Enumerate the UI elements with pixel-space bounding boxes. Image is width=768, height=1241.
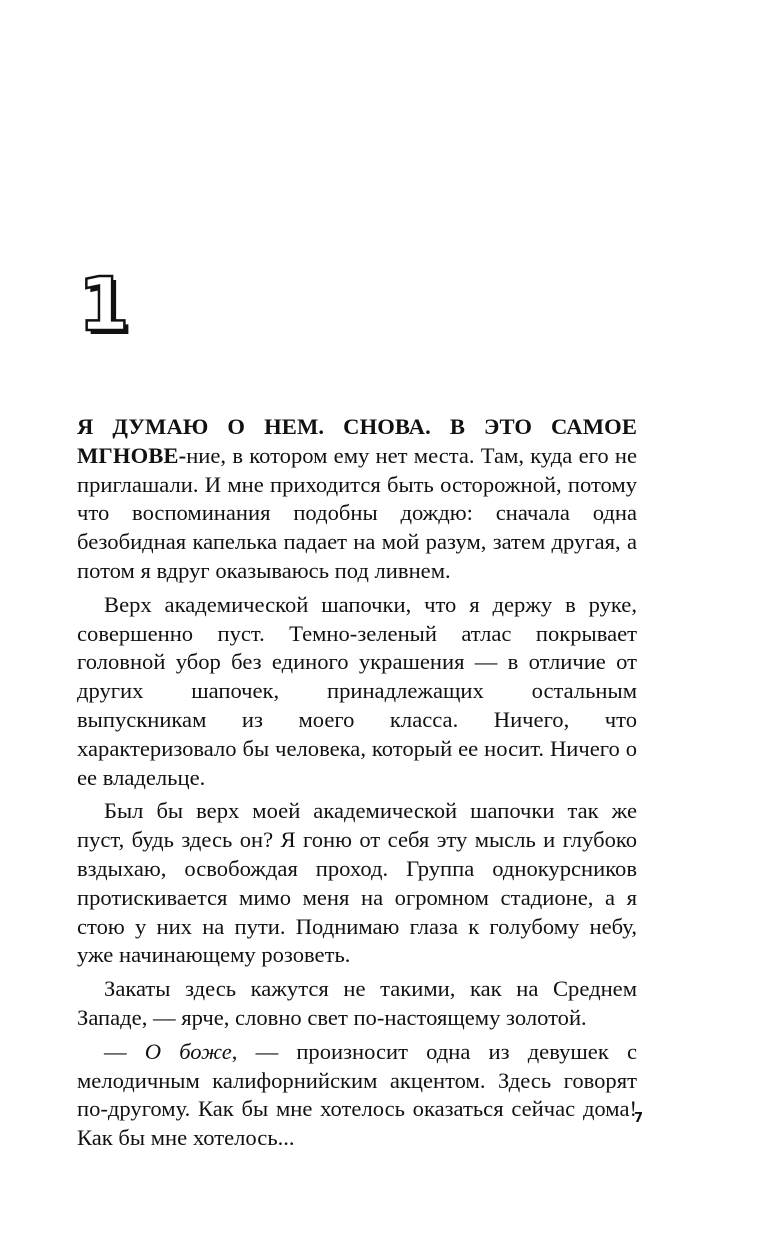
chapter-number: 1 <box>78 262 130 348</box>
dialogue-dash: — <box>104 1038 145 1064</box>
lead-in: Я ДУМАЮ О НЕМ. СНОВА. В ЭТО САМОЕ МГНОВЕ- <box>77 414 637 468</box>
paragraph-text: ние, в котором ему нет места. Там, куда его не приглашали. И мне приходится быть осторожной, потому что воспоминания подобны дождю: сначала одна безобидная капелька падает на мой разум, затем другая, а потом я вдруг оказываюсь под ливнем. <box>77 442 637 583</box>
italic-phrase: О боже <box>144 1038 232 1064</box>
paragraph-text: , — произносит одна из девушек с мелодичным калифорнийским акцентом. Здесь говорят по-другому. Как бы мне хотелось оказаться сейчас дома! Как бы мне хотелось... <box>77 1038 637 1151</box>
body-text <box>77 413 637 1158</box>
paragraph: Верх академической шапочки, что я держу в руке, совершенно пуст. Темно-зеленый атлас покрывает головной убор без единого украшения — в отличие от других шапочек, принадлежащих остальным выпускникам из моего класса. Ничего, что характеризовало бы человека, который ее носит. Ничего о ее владельце. <box>77 591 637 790</box>
paragraph <box>77 413 637 586</box>
paragraph: Закаты здесь кажутся не такими, как на Среднем Западе, — ярче, словно свет по-настоящему золотой. <box>77 976 637 1030</box>
page-number: 7 <box>633 1111 643 1126</box>
paragraph <box>77 1038 637 1153</box>
paragraph: Был бы верх моей академической шапочки так же пуст, будь здесь он? Я гоню от себя эту мысль и глубоко вздыхаю, освобождая проход. Группа однокурсников протискивается мимо меня на огромном стадионе, а я стою у них на пути. Поднимаю глаза к голубому небу, уже начинающему розоветь. <box>77 798 637 968</box>
